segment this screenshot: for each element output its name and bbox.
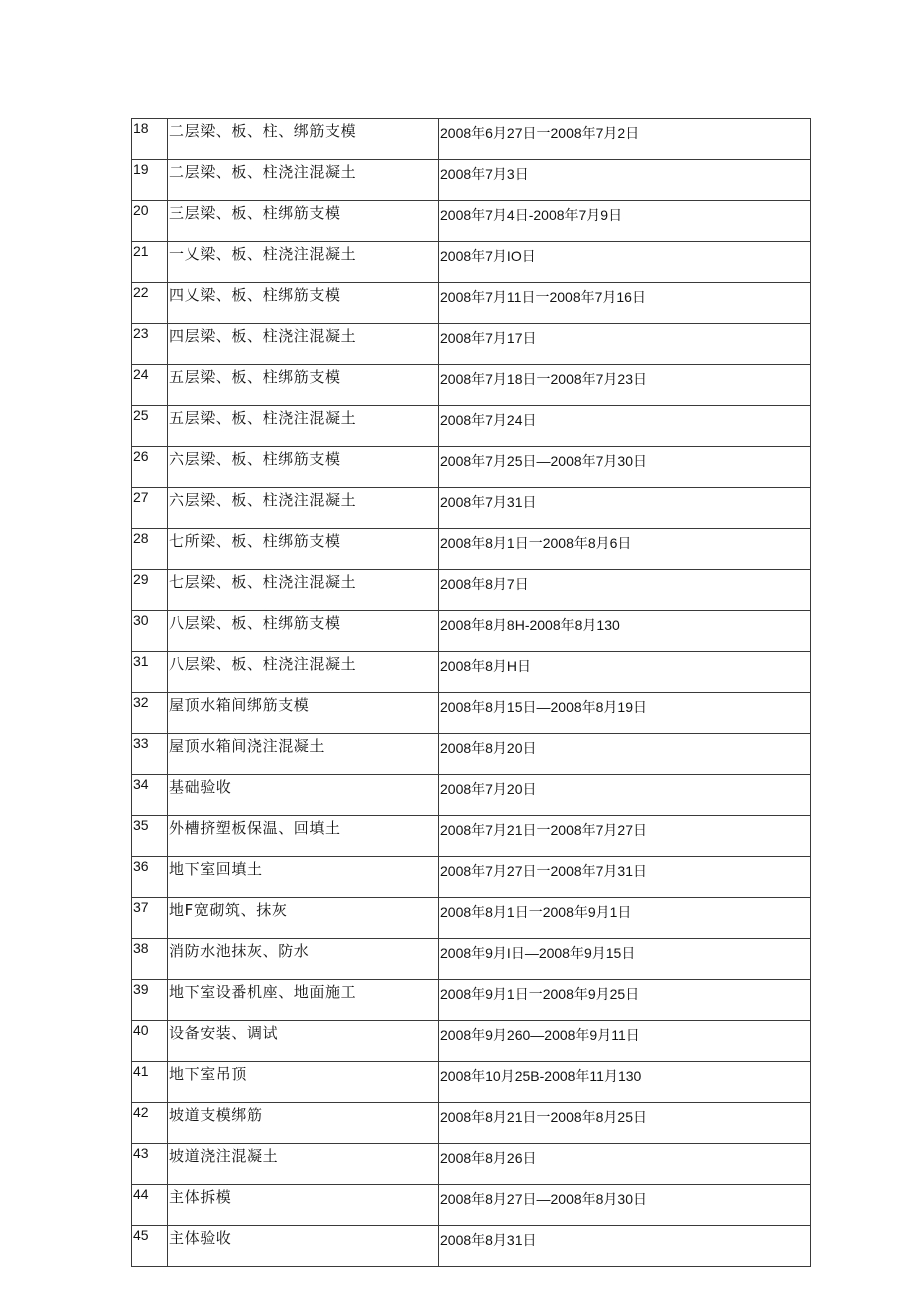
task-name-cell: 主体拆模 — [168, 1185, 439, 1226]
construction-schedule-table — [131, 118, 811, 1267]
row-number-cell: 21 — [132, 242, 168, 283]
table-row — [132, 1062, 811, 1103]
table-row — [132, 857, 811, 898]
task-name-cell: 七所梁、板、柱绑筋支模 — [168, 529, 439, 570]
task-name-cell: 外槽挤塑板保温、回填土 — [168, 816, 439, 857]
table-row — [132, 898, 811, 939]
table-row — [132, 816, 811, 857]
table-row — [132, 775, 811, 816]
task-name-cell: 五层梁、板、柱浇注混凝土 — [168, 406, 439, 447]
task-name-cell: 屋顶水箱间浇注混凝土 — [168, 734, 439, 775]
date-range-cell: 2008年7月31日 — [439, 488, 811, 529]
task-name-cell: 四乂梁、板、柱绑筋支模 — [168, 283, 439, 324]
row-number-cell: 37 — [132, 898, 168, 939]
row-number-cell: 45 — [132, 1226, 168, 1267]
table-row — [132, 529, 811, 570]
date-range-cell: 2008年7月IO日 — [439, 242, 811, 283]
table-row — [132, 283, 811, 324]
date-range-cell: 2008年7月4日-2008年7月9日 — [439, 201, 811, 242]
table-row — [132, 939, 811, 980]
task-name-cell: 四层梁、板、柱浇注混凝土 — [168, 324, 439, 365]
row-number-cell: 34 — [132, 775, 168, 816]
row-number-cell: 33 — [132, 734, 168, 775]
task-name-cell: 坡道支模绑筋 — [168, 1103, 439, 1144]
date-range-cell: 2008年8月8H-2008年8月130 — [439, 611, 811, 652]
table-row — [132, 201, 811, 242]
schedule-table-body — [132, 119, 811, 1267]
date-range-cell: 2008年7月20日 — [439, 775, 811, 816]
row-number-cell: 22 — [132, 283, 168, 324]
table-row — [132, 570, 811, 611]
table-row — [132, 406, 811, 447]
row-number-cell: 28 — [132, 529, 168, 570]
task-name-cell: 七层梁、板、柱浇注混凝土 — [168, 570, 439, 611]
table-row — [132, 160, 811, 201]
task-name-cell: 地下室吊顶 — [168, 1062, 439, 1103]
table-row — [132, 1021, 811, 1062]
row-number-cell: 18 — [132, 119, 168, 160]
row-number-cell: 20 — [132, 201, 168, 242]
row-number-cell: 35 — [132, 816, 168, 857]
table-row — [132, 652, 811, 693]
row-number-cell: 19 — [132, 160, 168, 201]
row-number-cell: 29 — [132, 570, 168, 611]
row-number-cell: 27 — [132, 488, 168, 529]
task-name-cell: 六层梁、板、柱绑筋支模 — [168, 447, 439, 488]
task-name-cell: 消防水池抹灰、防水 — [168, 939, 439, 980]
row-number-cell: 30 — [132, 611, 168, 652]
row-number-cell: 39 — [132, 980, 168, 1021]
task-name-cell: 八层梁、板、柱浇注混凝土 — [168, 652, 439, 693]
task-name-cell: 二层梁、板、柱浇注混凝土 — [168, 160, 439, 201]
date-range-cell: 2008年7月24日 — [439, 406, 811, 447]
table-row — [132, 693, 811, 734]
date-range-cell: 2008年8月H日 — [439, 652, 811, 693]
task-name-cell: 地下室回填土 — [168, 857, 439, 898]
table-row — [132, 324, 811, 365]
date-range-cell: 2008年7月17日 — [439, 324, 811, 365]
row-number-cell: 32 — [132, 693, 168, 734]
date-range-cell: 2008年8月31日 — [439, 1226, 811, 1267]
date-range-cell: 2008年9月1日一2008年9月25日 — [439, 980, 811, 1021]
date-range-cell: 2008年8月20日 — [439, 734, 811, 775]
task-name-cell: 三层梁、板、柱绑筋支模 — [168, 201, 439, 242]
row-number-cell: 41 — [132, 1062, 168, 1103]
task-name-cell: 一乂梁、板、柱浇注混凝土 — [168, 242, 439, 283]
date-range-cell: 2008年7月3日 — [439, 160, 811, 201]
table-row — [132, 980, 811, 1021]
row-number-cell: 40 — [132, 1021, 168, 1062]
date-range-cell: 2008年8月1日一2008年8月6日 — [439, 529, 811, 570]
date-range-cell: 2008年6月27日一2008年7月2日 — [439, 119, 811, 160]
date-range-cell: 2008年8月26日 — [439, 1144, 811, 1185]
date-range-cell: 2008年7月25日—2008年7月30日 — [439, 447, 811, 488]
date-range-cell: 2008年8月15日—2008年8月19日 — [439, 693, 811, 734]
table-row — [132, 365, 811, 406]
row-number-cell: 26 — [132, 447, 168, 488]
row-number-cell: 31 — [132, 652, 168, 693]
table-row — [132, 119, 811, 160]
date-range-cell: 2008年8月21日一2008年8月25日 — [439, 1103, 811, 1144]
date-range-cell: 2008年9月I日—2008年9月15日 — [439, 939, 811, 980]
task-name-cell: 二层梁、板、柱、绑筋支模 — [168, 119, 439, 160]
task-name-cell: 八层梁、板、柱绑筋支模 — [168, 611, 439, 652]
date-range-cell: 2008年7月21日一2008年7月27日 — [439, 816, 811, 857]
task-name-cell: 地下室设番机座、地面施工 — [168, 980, 439, 1021]
row-number-cell: 36 — [132, 857, 168, 898]
row-number-cell: 44 — [132, 1185, 168, 1226]
table-row — [132, 734, 811, 775]
date-range-cell: 2008年7月18日一2008年7月23日 — [439, 365, 811, 406]
table-row — [132, 1144, 811, 1185]
task-name-cell: 六层梁、板、柱浇注混凝土 — [168, 488, 439, 529]
row-number-cell: 24 — [132, 365, 168, 406]
date-range-cell: 2008年8月7日 — [439, 570, 811, 611]
task-name-cell: 屋顶水箱间绑筋支模 — [168, 693, 439, 734]
table-row — [132, 1103, 811, 1144]
row-number-cell: 38 — [132, 939, 168, 980]
task-name-cell: 设备安装、调试 — [168, 1021, 439, 1062]
date-range-cell: 2008年9月260—2008年9月11日 — [439, 1021, 811, 1062]
table-row — [132, 1226, 811, 1267]
task-name-cell: 坡道浇注混凝土 — [168, 1144, 439, 1185]
task-name-cell: 五层梁、板、柱绑筋支模 — [168, 365, 439, 406]
row-number-cell: 42 — [132, 1103, 168, 1144]
table-row — [132, 1185, 811, 1226]
row-number-cell: 23 — [132, 324, 168, 365]
table-row — [132, 242, 811, 283]
row-number-cell: 25 — [132, 406, 168, 447]
date-range-cell: 2008年7月11日一2008年7月16日 — [439, 283, 811, 324]
task-name-cell: 主体验收 — [168, 1226, 439, 1267]
table-row — [132, 447, 811, 488]
task-name-cell: 基础验收 — [168, 775, 439, 816]
table-row — [132, 488, 811, 529]
date-range-cell: 2008年7月27日一2008年7月31日 — [439, 857, 811, 898]
date-range-cell: 2008年8月1日一2008年9月1日 — [439, 898, 811, 939]
row-number-cell: 43 — [132, 1144, 168, 1185]
task-name-cell: 地F宽砌筑、抹灰 — [168, 898, 439, 939]
date-range-cell: 2008年8月27日—2008年8月30日 — [439, 1185, 811, 1226]
date-range-cell: 2008年10月25B-2008年11月130 — [439, 1062, 811, 1103]
table-row — [132, 611, 811, 652]
